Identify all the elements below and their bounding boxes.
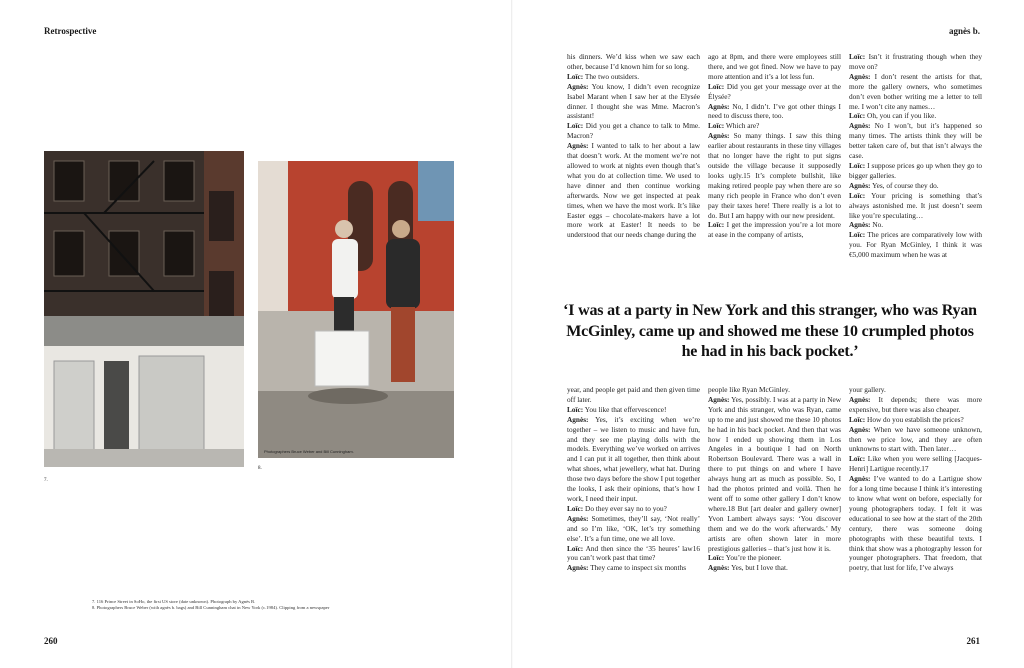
speaker-label: Agnès: xyxy=(849,220,871,230)
page-number-left: 260 xyxy=(44,636,58,646)
interview-paragraph xyxy=(849,191,982,221)
paragraph-text: The two outsiders. xyxy=(584,71,640,81)
photo-number-7: 7. xyxy=(44,478,48,483)
speaker-label: Loïc: xyxy=(708,121,725,131)
speaker-label: Agnès: xyxy=(849,474,871,484)
speaker-label: Loïc: xyxy=(567,543,584,553)
speaker-label: Agnès: xyxy=(849,121,871,131)
interview-paragraph xyxy=(567,563,700,573)
interview-paragraph xyxy=(708,553,841,563)
speaker-label: Loïc: xyxy=(849,230,866,240)
paragraph-text: I get the impression you’re a lot more at ease in the company of artists, xyxy=(708,220,842,240)
interview-paragraph xyxy=(849,385,982,395)
speaker-label: Loïc: xyxy=(567,503,584,513)
paragraph-text: Like when you were selling [Jacques-Henri] Lartigue recently.17 xyxy=(849,454,982,474)
speaker-label: Loïc: xyxy=(849,160,866,170)
speaker-label: Loïc: xyxy=(849,414,866,424)
speaker-label: Loïc: xyxy=(849,52,866,61)
text-column-bottom-right xyxy=(849,385,982,573)
page-number-right: 261 xyxy=(966,636,980,646)
paragraph-text: The prices are comparatively low with you. For Ryan McGinley, I think it was €5,000 maximum when he was at xyxy=(849,230,982,260)
speaker-label: Agnès: xyxy=(849,394,871,404)
photo-storefront xyxy=(44,151,244,467)
interview-paragraph xyxy=(849,111,982,121)
caption-7: 7. 116 Prince Street in SoHo, the first US store (date unknown). Photograph by Agnès B. xyxy=(92,599,256,604)
paragraph-text: Yes, but I love that. xyxy=(731,563,788,573)
speaker-label: Loïc: xyxy=(708,553,725,563)
text-column-top-right xyxy=(849,52,982,260)
paragraph-text: Yes, possibly. I was at a party in New York and this stranger, who was Ryan, came up to me and just showed me these 10 photos he had in his back pocket. And then that was how I ended up showing them in Los Angeles in a boutique I had on North Robertson Boulevard. There was a wall in there to put things on and where I have always hung art as much as possible. So, I had the photos printed and voilà. Then he went off to some other gallery I don’t know where.18 But [art dealer and gallery owner] Yvon Lambert always says: ‘You discover them and we do the work afterwards.’ My artists are often shown later in more prestigious galleries – that’s just how it is. xyxy=(708,394,841,553)
paragraph-text: When we have someone unknown, then we price low, and they are often unknowns to start with. Then later… xyxy=(849,424,982,454)
book-spine xyxy=(511,0,513,668)
speaker-label: Agnès: xyxy=(708,101,730,111)
photo-captions xyxy=(92,599,412,611)
text-column-top-left xyxy=(567,52,700,240)
interview-paragraph xyxy=(567,82,700,122)
paragraph-text: year, and people get paid and then given time off later. xyxy=(567,385,700,404)
interview-paragraph xyxy=(567,385,700,405)
interview-paragraph xyxy=(708,121,841,131)
interview-paragraph xyxy=(708,102,841,122)
speaker-label: Agnès: xyxy=(708,394,730,404)
paragraph-text: Did you get a chance to talk to Mme. Macron? xyxy=(567,121,700,141)
speaker-label: Loïc: xyxy=(849,111,866,121)
paragraph-text: Yes, it’s exciting when we’re together – we listen to music and have fun, and they see me playing dolls with the models. Everything we’ve worked on arrives and I can put it all together, then think about what shoes, what jewellery, what hat. During those two days before the show I put together the looks, I ask their opinions, that’s how I work, I need their input. xyxy=(567,414,701,503)
interview-paragraph xyxy=(849,72,982,112)
text-column-bottom-left xyxy=(567,385,700,573)
paragraph-text: Yes, of course they do. xyxy=(872,180,939,190)
paragraph-text: You’re the pioneer. xyxy=(725,553,782,563)
paragraph-text: No. xyxy=(872,220,884,230)
interview-paragraph xyxy=(567,415,700,504)
interview-paragraph xyxy=(708,563,841,573)
interview-paragraph xyxy=(708,82,841,102)
interview-paragraph xyxy=(849,161,982,181)
speaker-label: Loïc: xyxy=(708,81,725,91)
speaker-label: Loïc: xyxy=(849,454,866,464)
interview-paragraph xyxy=(849,474,982,573)
photo-photographers xyxy=(258,161,454,458)
speaker-label: Agnès: xyxy=(849,71,871,81)
interview-paragraph xyxy=(849,52,982,72)
speaker-label: Agnès: xyxy=(708,131,730,141)
interview-paragraph xyxy=(708,395,841,554)
paragraph-text: Do they ever say no to you? xyxy=(585,503,667,513)
interview-paragraph xyxy=(567,121,700,141)
interview-paragraph xyxy=(849,454,982,474)
paragraph-text: your gallery. xyxy=(849,385,886,394)
paragraph-text: Sometimes, they’ll say, ‘Not really’ and so I’m like, ‘OK, let’s try something else’. It’s a fun time, one we all love. xyxy=(567,513,701,543)
interview-paragraph xyxy=(849,230,982,260)
paragraph-text: Isn’t it frustrating though when they move on? xyxy=(849,52,983,71)
text-column-top-middle xyxy=(708,52,841,240)
pull-quote: ‘I was at a party in New York and this stranger, who was Ryan McGinley, came up and showed me these 10 crumpled photos he had in his back pocket.’ xyxy=(563,302,977,360)
speaker-label: Loïc: xyxy=(567,121,584,131)
photo-number-8: 8. xyxy=(258,466,262,471)
caption-8: 8. Photographers Bruce Weber (with agnès b. bags) and Bill Cunningham chat in New York (c.1984). Clipping from a newspaper xyxy=(92,605,330,610)
speaker-label: Loïc: xyxy=(567,71,584,81)
paragraph-text: his dinners. We’d kiss when we saw each other, because I’d known him for so long. xyxy=(567,52,700,71)
speaker-label: Agnès: xyxy=(708,563,730,573)
paragraph-text: ago at 8pm, and there were employees still there, and we got fined. Now we have to pay more attention and it’s a lot less fun. xyxy=(708,52,841,81)
interview-paragraph xyxy=(567,504,700,514)
interview-paragraph xyxy=(567,52,700,72)
speaker-label: Agnès: xyxy=(567,81,589,91)
photo-credit: Photographers Bruce Weber and Bill Cunningham. xyxy=(264,449,354,454)
interview-paragraph xyxy=(708,131,841,220)
speaker-label: Loïc: xyxy=(708,220,725,230)
paragraph-text: I wanted to talk to her about a law that doesn’t work. At the moment we’re not allowed to work at nights even though that’s what you do at collection time. We used to have dinner and then continue working afterwards. Now we get inspected at peak times, when we have the most work. It’s like Easter eggs – chocolate-makers have a lot more work at Easter! It needs to be understood that our needs change during the xyxy=(567,141,700,240)
paragraph-text: Your pricing is something that’s always astonished me. It just doesn’t seem like you’re speculating… xyxy=(849,190,982,220)
interview-paragraph xyxy=(567,544,700,564)
interview-paragraph xyxy=(567,514,700,544)
paragraph-text: No, I didn’t. I’ve got other things I need to discuss there, too. xyxy=(708,101,841,121)
paragraph-text: I don’t resent the artists for that, more the gallery owners, who sometimes don’t even bother writing me a letter to tell me. I won’t cite any names… xyxy=(849,71,982,111)
paragraph-text: So many things. I saw this thing earlier about restaurants in these tiny villages that no longer have the right to put signs outside the village because it supposedly looks ugly.15 It’s complete bullshit, like making retired people pay when there are so many rich people in France who don’t even pay their taxes here! There really is a lot to do. But I am happy with our new president. xyxy=(708,131,841,220)
speaker-label: Agnès: xyxy=(849,180,871,190)
paragraph-text: You know, I didn’t even recognize Isabel Marant when I saw her at the Elysée dinner. I thought she was Mme. Macron’s assistant! xyxy=(567,81,700,121)
interview-paragraph xyxy=(708,220,841,240)
interview-paragraph xyxy=(567,141,700,240)
text-column-bottom-middle xyxy=(708,385,841,573)
interview-paragraph xyxy=(849,220,982,230)
paragraph-text: It depends; there was more expensive, but there was also cheaper. xyxy=(849,394,983,414)
interview-paragraph xyxy=(849,425,982,455)
speaker-label: Agnès: xyxy=(567,563,589,573)
paragraph-text: They came to inspect six months xyxy=(590,563,687,573)
speaker-label: Agnès: xyxy=(567,141,589,151)
interview-paragraph xyxy=(567,72,700,82)
interview-paragraph xyxy=(849,415,982,425)
paragraph-text: No I won’t, but it’s happened so many times. The artists think they will be better taken care of, but that isn’t always the case. xyxy=(849,121,982,161)
speaker-label: Agnès: xyxy=(849,424,871,434)
running-header-left: Retrospective xyxy=(44,26,97,36)
paragraph-text: How do you establish the prices? xyxy=(867,414,964,424)
paragraph-text: Which are? xyxy=(725,121,760,131)
interview-paragraph xyxy=(567,405,700,415)
paragraph-text: people like Ryan McGinley. xyxy=(708,385,790,394)
interview-paragraph xyxy=(849,395,982,415)
interview-paragraph xyxy=(708,52,841,82)
paragraph-text: I’ve wanted to do a Lartigue show for a long time because I think it’s interesting to know what went on before, especially for young photographers today. I felt it was educational to see how at the start of the 20th century, there was someone doing photographs with these beautiful texts. I think that show was a photography lesson for younger photographers. That freedom, that poetry, that lust for life, I’ve always xyxy=(849,474,982,573)
paragraph-text: You like that effervescence! xyxy=(584,404,667,414)
speaker-label: Agnès: xyxy=(567,414,589,424)
speaker-label: Loïc: xyxy=(849,190,866,200)
interview-paragraph xyxy=(708,385,841,395)
paragraph-text: And then since the ‘35 heures’ law16 you can’t work past that time? xyxy=(567,543,700,563)
speaker-label: Agnès: xyxy=(567,513,589,523)
paragraph-text: Did you get your message over at the Élysée? xyxy=(708,81,841,101)
running-header-right: agnès b. xyxy=(948,26,980,36)
interview-paragraph xyxy=(849,181,982,191)
interview-paragraph xyxy=(849,121,982,161)
paragraph-text: I suppose prices go up when they go to bigger galleries. xyxy=(849,160,982,180)
speaker-label: Loïc: xyxy=(567,404,584,414)
paragraph-text: Oh, you can if you like. xyxy=(867,111,937,121)
